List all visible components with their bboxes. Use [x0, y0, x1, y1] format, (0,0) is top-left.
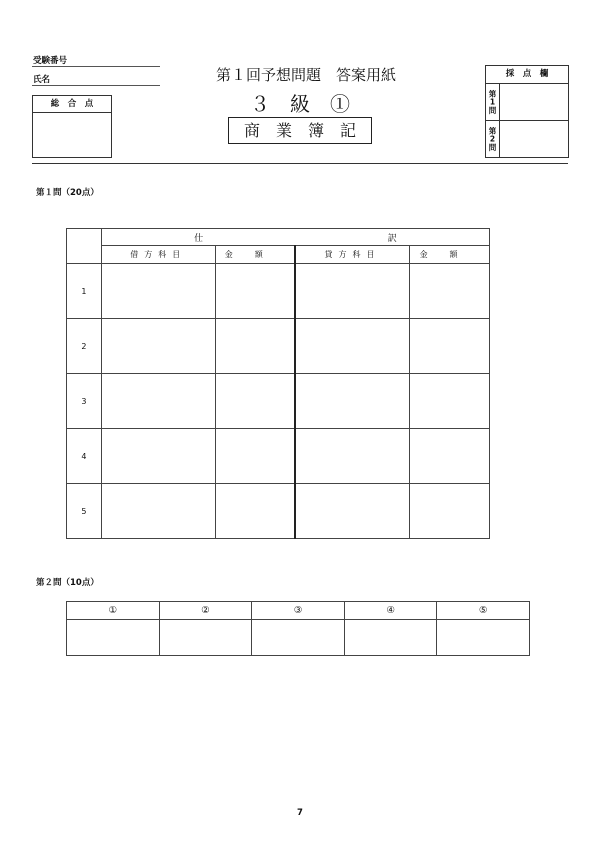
q1-credit-account-field[interactable] [295, 484, 410, 539]
score-row-2-label: 第2問 [486, 121, 500, 157]
q2-col-header: ① [67, 602, 160, 620]
q1-credit-account-field[interactable] [295, 374, 410, 429]
q1-amount2-field[interactable] [410, 264, 490, 319]
total-score-field[interactable] [33, 113, 111, 157]
q2-answer-field[interactable] [67, 620, 160, 656]
name-line [32, 85, 160, 86]
total-score-label: 総 合 点 [33, 96, 111, 113]
subject-label: 商 業 簿 記 [243, 121, 356, 140]
q2-answer-table [66, 601, 530, 656]
q1-debit-account-field[interactable] [101, 429, 215, 484]
q1-debit-account-field[interactable] [101, 484, 215, 539]
score-row-2-field[interactable] [500, 121, 568, 157]
q1-row [67, 429, 490, 484]
q1-row-number: 5 [67, 484, 102, 539]
q2-answer-field[interactable] [159, 620, 252, 656]
q1-credit-account-header: 貸方科目 [295, 246, 410, 264]
q1-amount2-field[interactable] [410, 319, 490, 374]
q1-amount1-field[interactable] [215, 319, 295, 374]
name-label: 氏名 [33, 75, 51, 85]
q1-debit-account-field[interactable] [101, 264, 215, 319]
q2-answer-field[interactable] [344, 620, 437, 656]
q2-answer-field[interactable] [437, 620, 530, 656]
q1-amount1-field[interactable] [215, 264, 295, 319]
q2-col-header: ③ [252, 602, 345, 620]
page-number: 7 [297, 808, 303, 818]
score-row-1-field[interactable] [500, 84, 568, 120]
q1-row-number: 4 [67, 429, 102, 484]
q1-amount2-header: 金額 [410, 246, 490, 264]
q1-amount2-field[interactable] [410, 484, 490, 539]
exam-number-line [32, 66, 160, 67]
grade-heading: ３ 級 ① [250, 92, 350, 116]
q1-row-number: 3 [67, 374, 102, 429]
q1-amount2-field[interactable] [410, 374, 490, 429]
page-title: 第１回予想問題 答案用紙 [215, 66, 396, 84]
score-box-label: 採 点 欄 [486, 66, 568, 84]
q1-journal-table [66, 228, 490, 539]
q1-amount1-header: 金額 [215, 246, 295, 264]
q1-credit-account-field[interactable] [295, 319, 410, 374]
q1-shiwake-header [101, 229, 489, 246]
q2-col-header: ⑤ [437, 602, 530, 620]
q2-col-header: ④ [344, 602, 437, 620]
exam-number-label: 受験番号 [33, 56, 68, 66]
score-row-1 [486, 84, 568, 121]
q2-answer-field[interactable] [252, 620, 345, 656]
q1-header-wake: 訳 [387, 233, 397, 244]
score-row-1-label: 第1問 [486, 84, 500, 120]
q1-amount1-field[interactable] [215, 484, 295, 539]
q1-row [67, 319, 490, 374]
q1-header-shi: 仕 [194, 233, 204, 244]
q1-row [67, 484, 490, 539]
q1-corner-cell [67, 229, 102, 264]
q1-credit-account-field[interactable] [295, 429, 410, 484]
q1-debit-account-field[interactable] [101, 374, 215, 429]
q2-label: 第２問（10点） [36, 578, 99, 588]
q1-debit-account-header: 借方科目 [101, 246, 215, 264]
subject-box [228, 117, 372, 144]
q1-amount1-field[interactable] [215, 374, 295, 429]
header-divider [32, 163, 568, 164]
q2-col-header: ② [159, 602, 252, 620]
q1-amount2-field[interactable] [410, 429, 490, 484]
score-box [485, 65, 569, 158]
score-row-2 [486, 121, 568, 157]
total-score-box [32, 95, 112, 158]
q1-row [67, 264, 490, 319]
q1-row [67, 374, 490, 429]
q1-row-number: 1 [67, 264, 102, 319]
q1-amount1-field[interactable] [215, 429, 295, 484]
q1-label: 第１問（20点） [36, 188, 99, 198]
q1-row-number: 2 [67, 319, 102, 374]
q1-debit-account-field[interactable] [101, 319, 215, 374]
q1-credit-account-field[interactable] [295, 264, 410, 319]
